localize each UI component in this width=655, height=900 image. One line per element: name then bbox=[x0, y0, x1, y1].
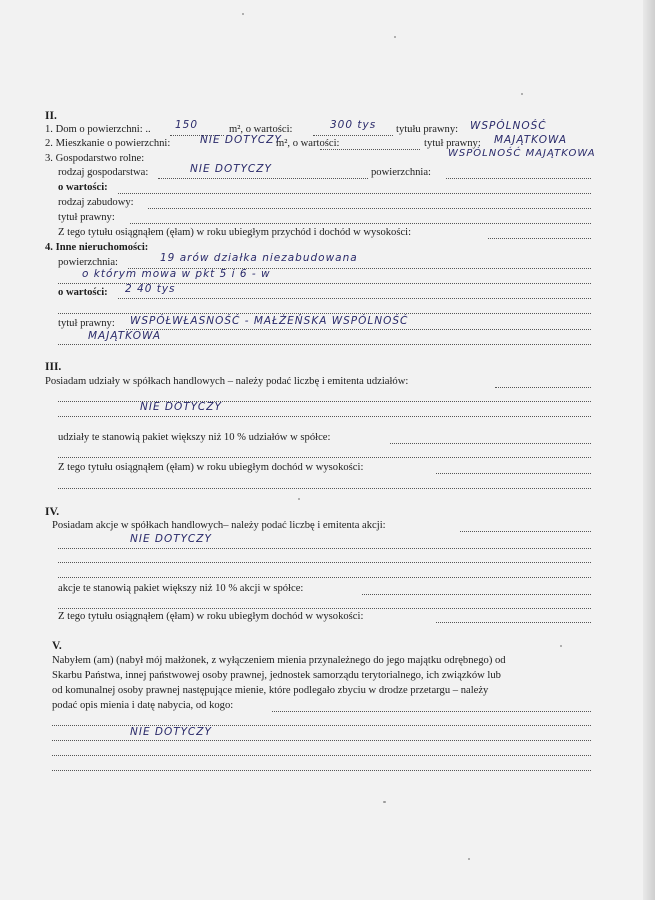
dotted-line bbox=[58, 608, 591, 609]
dotted-line bbox=[130, 223, 591, 224]
dotted-line bbox=[446, 178, 591, 179]
item2-value: NIE DOTYCZY bbox=[200, 134, 282, 146]
dotted-line bbox=[272, 711, 591, 712]
item2-title-2: WSPÓLNOŚĆ MAJĄTKOWA bbox=[448, 148, 596, 159]
dotted-line bbox=[52, 755, 591, 756]
wart-label bbox=[58, 287, 108, 299]
dotted-line bbox=[58, 401, 591, 402]
item2-mid: m², o wartości: bbox=[276, 138, 340, 149]
dotted-line bbox=[118, 298, 591, 299]
dotted-line bbox=[436, 622, 591, 623]
item1-line bbox=[45, 124, 151, 136]
section4-line3: Z tego tytułu osiągnąłem (ęłam) w roku ubiegłym dochód w wysokości: bbox=[58, 611, 364, 622]
item2-tail: tytuł prawny: bbox=[424, 138, 481, 149]
dotted-line bbox=[148, 208, 591, 209]
powierzchnia-label: powierzchnia: bbox=[371, 167, 432, 178]
dotted-line bbox=[58, 488, 591, 489]
wartosci-label-text: o wartości: bbox=[58, 182, 108, 193]
item1-mid: m², o wartości: bbox=[229, 124, 293, 135]
item3: 3. Gospodarstwo rolne: bbox=[45, 153, 145, 164]
dotted-line bbox=[58, 416, 591, 417]
dotted-line bbox=[58, 313, 591, 314]
item2-title: MAJĄTKOWA bbox=[494, 134, 568, 146]
dotted-line bbox=[126, 329, 591, 330]
section3-line2: udziały te stanowią pakiet większy niż 10 % udziałów w spółce: bbox=[58, 432, 331, 443]
section3-value: NIE DOTYCZY bbox=[140, 401, 222, 413]
dotted-line bbox=[58, 548, 591, 549]
dotted-line bbox=[58, 344, 591, 345]
item1-value: 300 tys bbox=[330, 119, 377, 131]
item4-line bbox=[45, 242, 148, 254]
section4-line1: Posiadam akcje w spółkach handlowych– należy podać liczbę i emitenta akcji: bbox=[52, 520, 386, 531]
pow-label: powierzchnia: bbox=[58, 257, 119, 268]
wartosci-label bbox=[58, 182, 108, 194]
section-5-heading: V. bbox=[52, 640, 62, 652]
section4-value: NIE DOTYCZY bbox=[130, 533, 212, 545]
section4-line2: akcje te stanowią pakiet większy niż 10 % akcji w spółce: bbox=[58, 583, 304, 594]
tytul2-label: tytuł prawny: bbox=[58, 318, 115, 329]
item4-label: 4. Inne nieruchomości: bbox=[45, 242, 149, 253]
tytul2-value-2: MAJĄTKOWA bbox=[88, 330, 162, 342]
rodzaj-label: rodzaj gospodarstwa: bbox=[58, 167, 149, 178]
speck bbox=[298, 498, 300, 500]
section-3-heading: III. bbox=[45, 361, 62, 373]
section5-para-1: Nabyłem (am) (nabył mój małżonek, z wyłączeniem mienia przynależnego do jego majątku odrębnego) od bbox=[52, 655, 506, 666]
dotted-line bbox=[436, 473, 591, 474]
dotted-line bbox=[390, 443, 591, 444]
dotted-line bbox=[460, 531, 591, 532]
item1-title: WSPÓLNOŚĆ bbox=[470, 120, 547, 132]
dotted-line bbox=[488, 238, 591, 239]
speck bbox=[394, 36, 396, 38]
dotted-line bbox=[495, 387, 591, 388]
dotted-line bbox=[362, 594, 591, 595]
dotted-line bbox=[313, 135, 393, 136]
section3-line3: Z tego tytułu osiągnąłem (ęłam) w roku ubiegłym dochód w wysokości: bbox=[58, 462, 364, 473]
section3-line1: Posiadam udziały w spółkach handlowych – należy podać liczbę i emitenta udziałów: bbox=[45, 376, 409, 387]
item1-prefix: 1. Dom o powierzchni: .. bbox=[45, 124, 151, 135]
dotted-line bbox=[58, 457, 591, 458]
tytul2-value: WSPÓŁWŁASNOŚĆ - MAŁŻEŃSKA WSPÓLNOŚĆ bbox=[130, 315, 409, 327]
dotted-line bbox=[58, 577, 591, 578]
speck bbox=[560, 645, 562, 647]
item2-prefix: 2. Mieszkanie o powierzchni: bbox=[45, 138, 171, 149]
speck bbox=[383, 801, 386, 803]
dotted-line bbox=[58, 562, 591, 563]
speck bbox=[242, 13, 244, 15]
section5-para-2: Skarbu Państwa, innej państwowej osoby prawnej, jednostek samorządu terytorialnego, ich związków lub bbox=[52, 670, 501, 681]
dotted-line bbox=[118, 193, 591, 194]
rodzaj-value: NIE DOTYCZY bbox=[190, 163, 272, 175]
item1-area: 150 bbox=[175, 119, 199, 131]
tytul-label: tytuł prawny: bbox=[58, 212, 115, 223]
dotted-line bbox=[52, 770, 591, 771]
dochod-label: Z tego tytułu osiągnąłem (ęłam) w roku ubiegłym przychód i dochód w wysokości: bbox=[58, 227, 412, 238]
dotted-line bbox=[320, 149, 420, 150]
section5-para-4: podać opis mienia i datę nabycia, od kogo: bbox=[52, 700, 234, 711]
page-edge-shadow bbox=[643, 0, 655, 900]
section5-para-3: od komunalnej osoby prawnej następujące mienie, które podlegało zbyciu w drodze przetargu – należy bbox=[52, 685, 489, 696]
section-2-heading: II. bbox=[45, 110, 57, 122]
pow-value-1: 19 arów działka niezabudowana bbox=[160, 252, 358, 264]
wart-label-text: o wartości: bbox=[58, 287, 108, 298]
speck bbox=[521, 93, 523, 95]
item1-tail: tytułu prawny: bbox=[396, 124, 459, 135]
dotted-line bbox=[158, 178, 368, 179]
pow-value-2: o którym mowa w pkt 5 i 6 - w bbox=[82, 268, 271, 280]
dotted-line bbox=[52, 740, 591, 741]
section-4-heading: IV. bbox=[45, 506, 60, 518]
section5-value: NIE DOTYCZY bbox=[130, 726, 212, 738]
speck bbox=[468, 858, 470, 860]
wart-value: 2 40 tys bbox=[125, 283, 176, 295]
zabudowy-label: rodzaj zabudowy: bbox=[58, 197, 134, 208]
